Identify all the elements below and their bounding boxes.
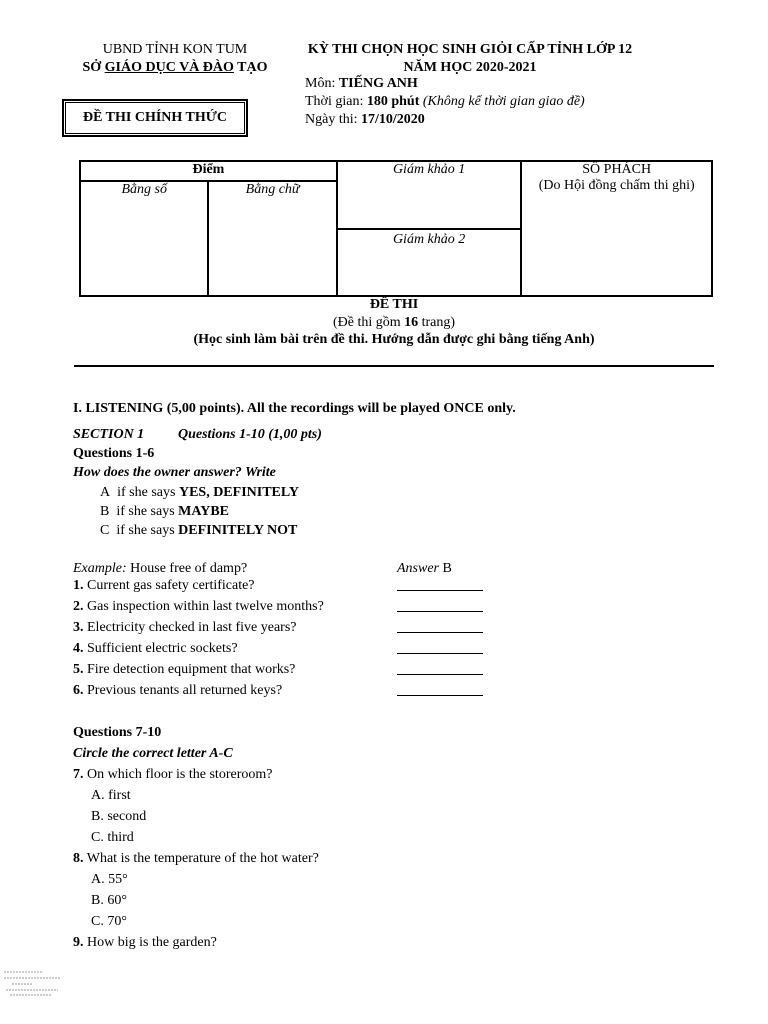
q7-choice-a[interactable]: A. first bbox=[91, 788, 131, 803]
school-year: NĂM HỌC 2020-2021 bbox=[403, 60, 537, 75]
q7-choice-c[interactable]: C. third bbox=[91, 830, 134, 845]
subject-line: Môn: TIẾNG ANH bbox=[305, 76, 418, 91]
example-answer: Answer B bbox=[397, 561, 452, 576]
answer-blank-4[interactable] bbox=[397, 641, 483, 659]
listening-heading: I. LISTENING (5,00 points). All the recordings will be played ONCE only. bbox=[73, 401, 516, 416]
exam-pages: (Đề thi gồm 16 trang) bbox=[332, 315, 456, 330]
option-b: B if she says MAYBE bbox=[100, 504, 229, 519]
question-3: 3. Electricity checked in last five years? bbox=[73, 620, 297, 635]
q7-10-title: Questions 7-10 bbox=[73, 725, 162, 740]
question-1: 1. Current gas safety certificate? bbox=[73, 578, 255, 593]
date-line: Ngày thi: 17/10/2020 bbox=[305, 112, 425, 127]
divider-line bbox=[74, 365, 714, 367]
section-label: SECTION 1 bbox=[73, 427, 145, 442]
answer-blank-6[interactable] bbox=[397, 683, 483, 701]
q1-6-instruction: How does the owner answer? Write bbox=[73, 465, 276, 480]
examiner2-cell: Giám khảo 2 bbox=[337, 229, 522, 296]
example-line: Example: House free of damp? bbox=[73, 561, 248, 576]
option-c: C if she says DEFINITELY NOT bbox=[100, 523, 298, 538]
score-number-cell: Bằng số bbox=[80, 181, 208, 296]
official-exam-box: ĐỀ THI CHÍNH THỨC bbox=[62, 99, 248, 137]
exam-instruction: (Học sinh làm bài trên đề thi. Hướng dẫn được ghi bằng tiếng Anh) bbox=[193, 332, 595, 347]
authority-name: UBND TỈNH KON TUM bbox=[102, 42, 248, 57]
answer-blank-1[interactable] bbox=[397, 578, 483, 596]
q7-choice-b[interactable]: B. second bbox=[91, 809, 147, 824]
score-header: Điểm bbox=[80, 161, 337, 181]
score-words-cell: Bằng chữ bbox=[208, 181, 336, 296]
score-table bbox=[79, 160, 713, 297]
answer-blank-2[interactable] bbox=[397, 599, 483, 617]
so-phach-cell bbox=[521, 161, 712, 296]
so-phach-label: SỐ PHÁCH bbox=[582, 162, 652, 177]
exam-title: KỲ THI CHỌN HỌC SINH GIỎI CẤP TỈNH LỚP 12 bbox=[307, 42, 633, 57]
scan-stamp-artifact bbox=[2, 968, 64, 998]
option-a: A if she says YES, DEFINITELY bbox=[100, 485, 300, 500]
question-5: 5. Fire detection equipment that works? bbox=[73, 662, 296, 677]
answer-blank-5[interactable] bbox=[397, 662, 483, 680]
question-8: 8. What is the temperature of the hot water? bbox=[73, 851, 319, 866]
question-7: 7. On which floor is the storeroom? bbox=[73, 767, 273, 782]
examiner1-cell: Giám khảo 1 bbox=[337, 161, 522, 229]
question-6: 6. Previous tenants all returned keys? bbox=[73, 683, 283, 698]
answer-blank-3[interactable] bbox=[397, 620, 483, 638]
q8-choice-b[interactable]: B. 60° bbox=[91, 893, 127, 908]
question-4: 4. Sufficient electric sockets? bbox=[73, 641, 238, 656]
q1-6-title: Questions 1-6 bbox=[73, 446, 155, 461]
section-questions: Questions 1-10 (1,00 pts) bbox=[178, 427, 322, 442]
question-2: 2. Gas inspection within last twelve months? bbox=[73, 599, 324, 614]
question-9: 9. How big is the garden? bbox=[73, 935, 217, 950]
q8-choice-c[interactable]: C. 70° bbox=[91, 914, 127, 929]
q7-10-instruction: Circle the correct letter A-C bbox=[73, 746, 233, 761]
time-line: Thời gian: 180 phút (Không kể thời gian giao đề) bbox=[305, 94, 585, 109]
exam-label: ĐỀ THI bbox=[369, 297, 419, 312]
so-phach-note: (Do Hội đồng chấm thi ghi) bbox=[538, 178, 695, 193]
q8-choice-a[interactable]: A. 55° bbox=[91, 872, 128, 887]
department-name: SỞ GIÁO DỤC VÀ ĐÀO TẠO bbox=[82, 60, 268, 75]
